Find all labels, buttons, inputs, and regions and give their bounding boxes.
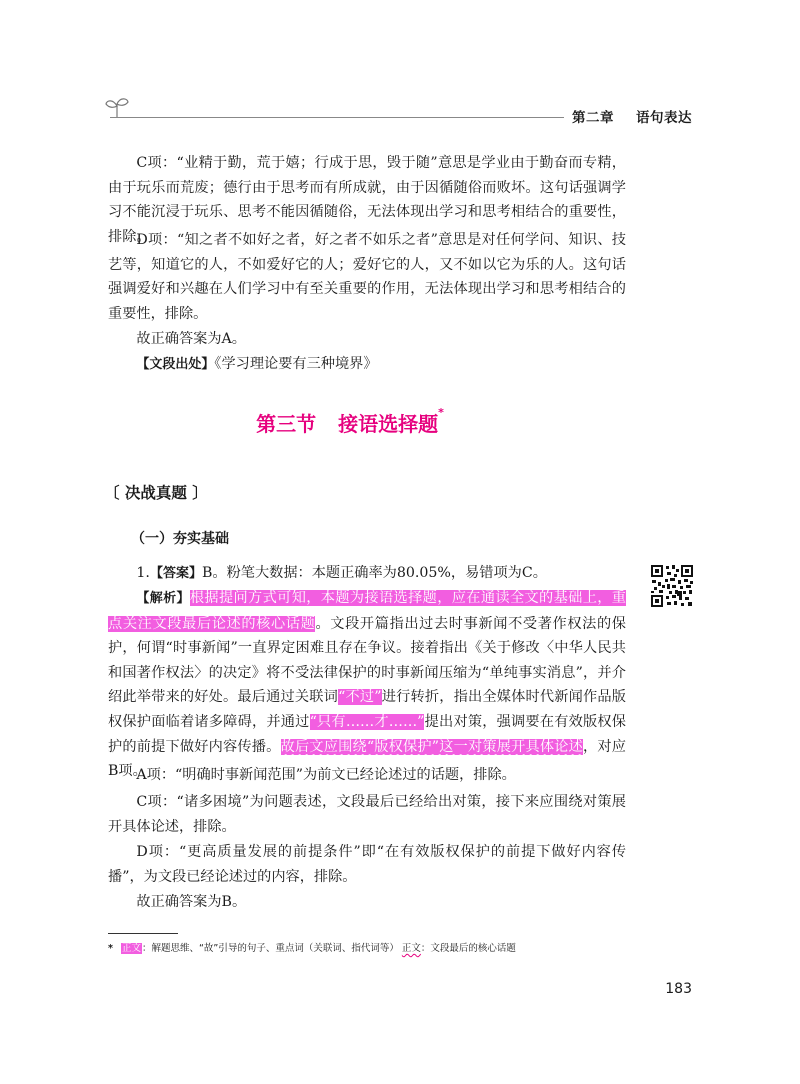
paragraph-option-d: D项：“知之者不如好之者，好之者不如乐之者”意思是对任何学问、知识、技艺等，知道它的人，不如爱好它的人；爱好它的人，又不如以它为乐的人。这句话强调爱好和兴趣在人们学习中有至关重要的作用，无法体现出学习和思考相结合的重要性，排除。 — [108, 232, 626, 322]
paragraph-q1-option-d: D项：“更高质量发展的前提条件”即“在有效版权保护的前提下做好内容传播”，为文段已经论述过的内容，排除。 — [108, 844, 626, 885]
paragraph-q1-option-a: A项：“明确时事新闻范围”为前文已经论述过的话题，排除。 — [136, 767, 516, 783]
footnote: * 正文：解题思维、“故”引导的句子、重点词（关联词、指代词等） 正文：文段最后的核心话题 — [108, 943, 516, 954]
question-1-answer: 1.【答案】B。粉笔大数据：本题正确率为80.05%，易错项为C。 — [136, 565, 547, 581]
footnote-tag-2: 正文 — [401, 943, 421, 954]
source-text: 《学习理论要有三种境界》 — [214, 356, 378, 372]
answer-label: 【答案】 — [149, 566, 202, 581]
answer-line: 故正确答案为A。 — [136, 331, 246, 347]
highlight-connective-zhiyou: “只有……才……” — [309, 713, 425, 730]
page-number: 183 — [665, 981, 692, 997]
paragraph-q1-option-c: C项：“诸多困境”为问题表述，文段最后已经给出对策，接下来应围绕对策展开具体论述，排除。 — [108, 794, 626, 835]
analysis-label: 【解析】 — [136, 591, 190, 606]
footnote-rule — [108, 933, 178, 934]
heading-basics: （一）夯实基础 — [131, 531, 229, 547]
highlight-key-method: 根据提问方式可知，本题为接语选择题，应在通读全文的基础上，重点关注文段最后论述的核心话题 — [108, 590, 626, 632]
source-label: 【文段出处】 — [136, 357, 215, 372]
section-title: 第三节 接语选择题* — [256, 406, 444, 436]
analysis-paragraph: 【解析】根据提问方式可知，本题为接语选择题，应在通读全文的基础上，重点关注文段最后论述的核心话题。文段开篇指出过去时事新闻不受著作权法的保护，何谓“时事新闻”一直界定困难且存在争议。接着指出《关于修改〈中华人民共和国著作权法〉的决定》将不受法律保护的时事新闻压缩为“单纯事实消息”，并介绍此举带来的好处。最后通过关联词“不过”进行转折，指出全媒体时代新闻作品版权保护面临着诸多障碍，并通过“只有……才……”提出对策，强调要在有效版权保护的前提下做好内容传播。故后文应围绕“版权保护”这一对策展开具体论述，对应B项。 — [108, 590, 626, 780]
section-label: 语句表达 — [636, 110, 692, 126]
source-line — [108, 352, 626, 378]
highlight-conclusion: 故后文应围绕“版权保护”这一对策展开具体论述 — [280, 738, 584, 755]
running-header — [564, 106, 692, 126]
qr-code-icon[interactable] — [650, 564, 694, 608]
chapter-label: 第二章 — [572, 110, 614, 126]
paragraph-option-c: C项：“业精于勤，荒于嬉；行成于思，毁于随”意思是学业由于勤奋而专精，由于玩乐而荒废；德行由于思考而有所成就，由于因循随俗而败坏。这句话强调学习不能沉浸于玩乐、思考不能因循随俗，无法体现出学习和思考相结合的重要性，排除。 — [108, 155, 626, 245]
highlight-connective-buguo: “不过” — [338, 689, 382, 706]
final-answer-line: 故正确答案为B。 — [136, 894, 247, 910]
footnote-tag-1: 正文 — [121, 943, 141, 954]
footnote-mark: * — [438, 406, 444, 419]
leaf-icon — [104, 96, 130, 118]
heading-exam-questions: 〔 决战真题 〕 — [104, 484, 208, 502]
